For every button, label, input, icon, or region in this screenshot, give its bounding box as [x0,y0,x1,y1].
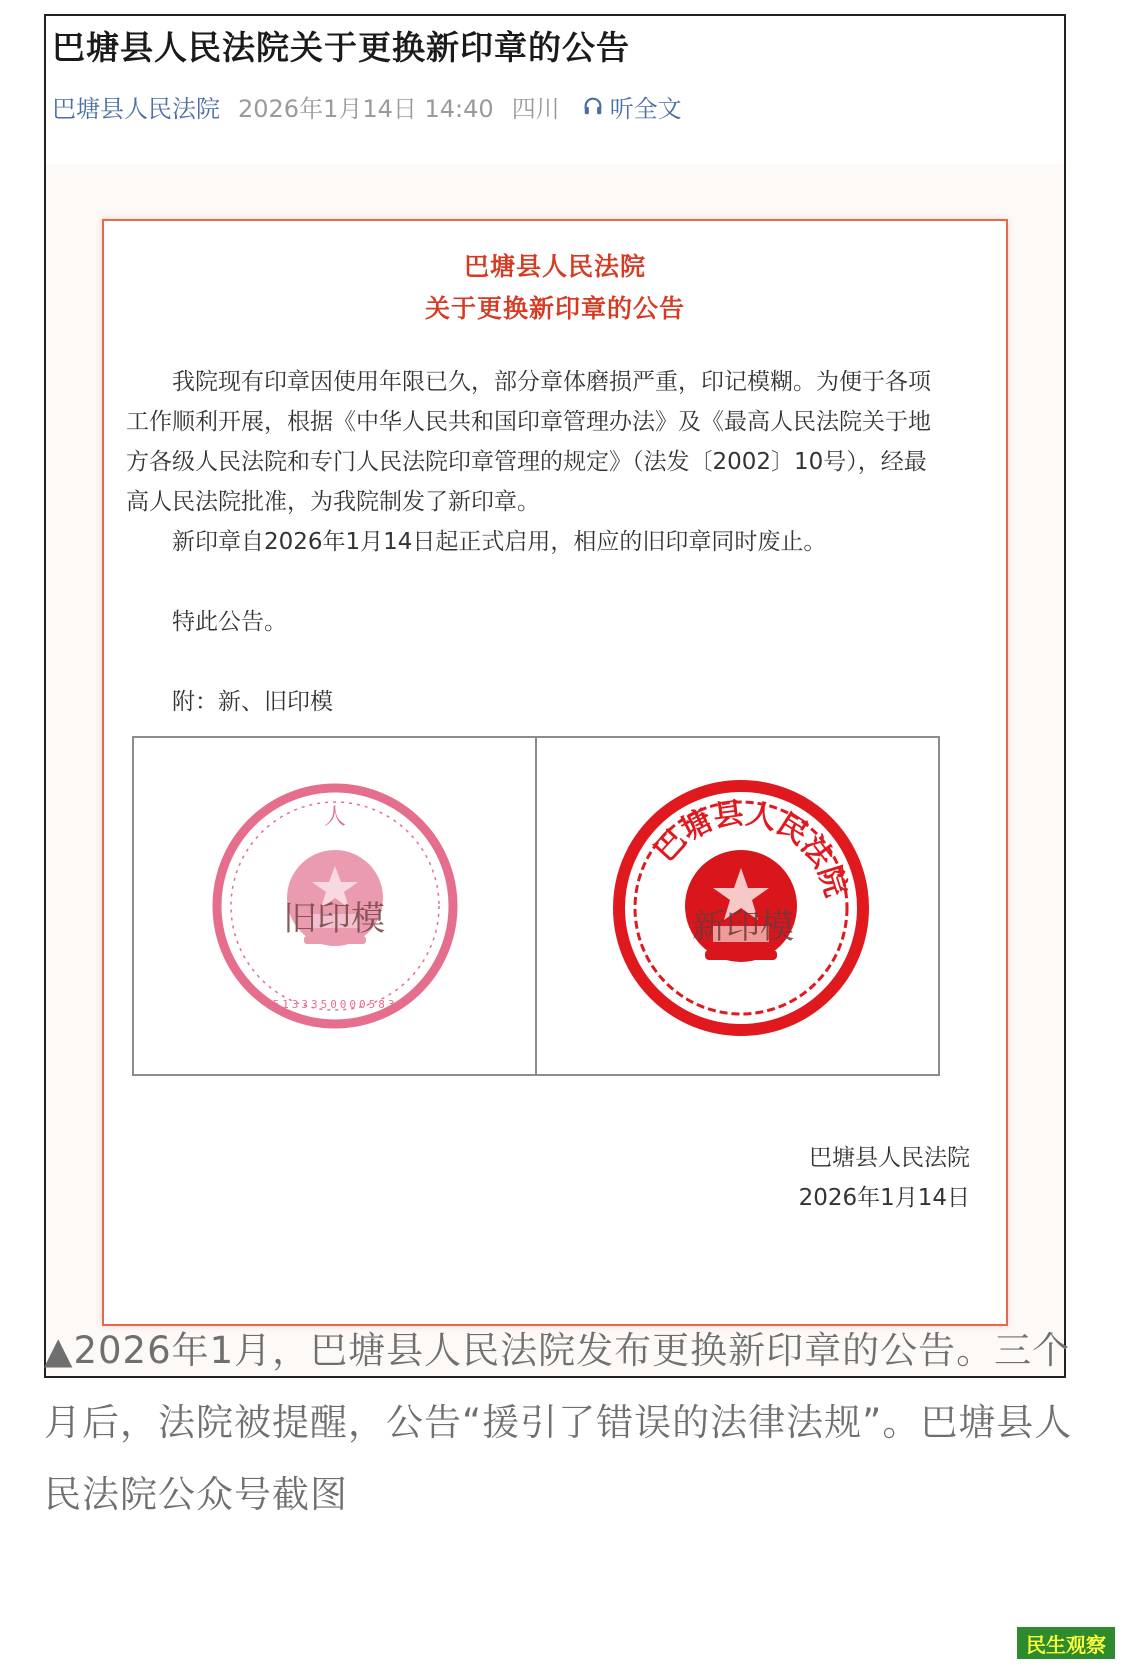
region-tag: 四川 [511,94,560,123]
announcement-document [102,219,1008,1326]
signature-date: 2026年1月14日 [798,1185,970,1211]
new-seal-cell [535,738,938,1074]
old-seal-cell [134,738,535,1074]
listen-label: 听全文 [609,94,682,123]
new-seal-label: 新印模 [692,907,794,947]
document-notice: 特此公告。 [172,609,287,635]
photo-caption: ▲2026年1月，巴塘县人民法院发布更换新印章的公告。三个月后，法院被提醒，公告“援引了错误的法律法规”。巴塘县人民法院公众号截图 [44,1329,1073,1516]
watermark-badge [1017,1627,1115,1659]
old-seal-code: 5133350000583 [272,998,398,1011]
old-seal-image [134,738,536,1074]
document-attachment-label: 附：新、旧印模 [172,689,333,715]
source-account-link[interactable]: 巴塘县人民法院 [52,94,220,123]
new-seal-image [537,738,939,1074]
headphones-icon [582,95,604,117]
article-meta [52,88,682,124]
old-seal-ring-glyph: 人 [323,805,347,830]
listen-full-text-button[interactable] [582,89,682,124]
document-title-court: 巴塘县人民法院 [463,252,646,281]
publish-time: 2026年1月14日 14:40 [238,94,494,123]
new-seal-ring-text: 巴塘县人民法院 [647,796,854,901]
document-title-subject: 关于更换新印章的公告 [424,294,685,323]
body-paragraph-1: 我院现有印章因使用年限已久，部分章体磨损严重，印记模糊。为便于各项工作顺利开展，根据《中华人民共和国印章管理办法》及《最高人民法院关于地方各级人民法院和专门人民法院印章管理的规定》（法发〔2002〕10号），经最高人民法院批准，为我院制发了新印章。 [126,369,931,515]
document-body [126,362,946,562]
seal-comparison-table [132,736,940,1076]
article-screenshot-frame [44,14,1066,1378]
signature-org: 巴塘县人民法院 [809,1145,970,1171]
body-paragraph-2: 新印章自2026年1月14日起正式启用，相应的旧印章同时废止。 [172,529,827,555]
old-seal-label: 旧印模 [283,899,385,939]
article-title: 巴塘县人民法院关于更换新印章的公告 [52,28,630,67]
watermark-text: 民生观察 [1026,1632,1106,1657]
